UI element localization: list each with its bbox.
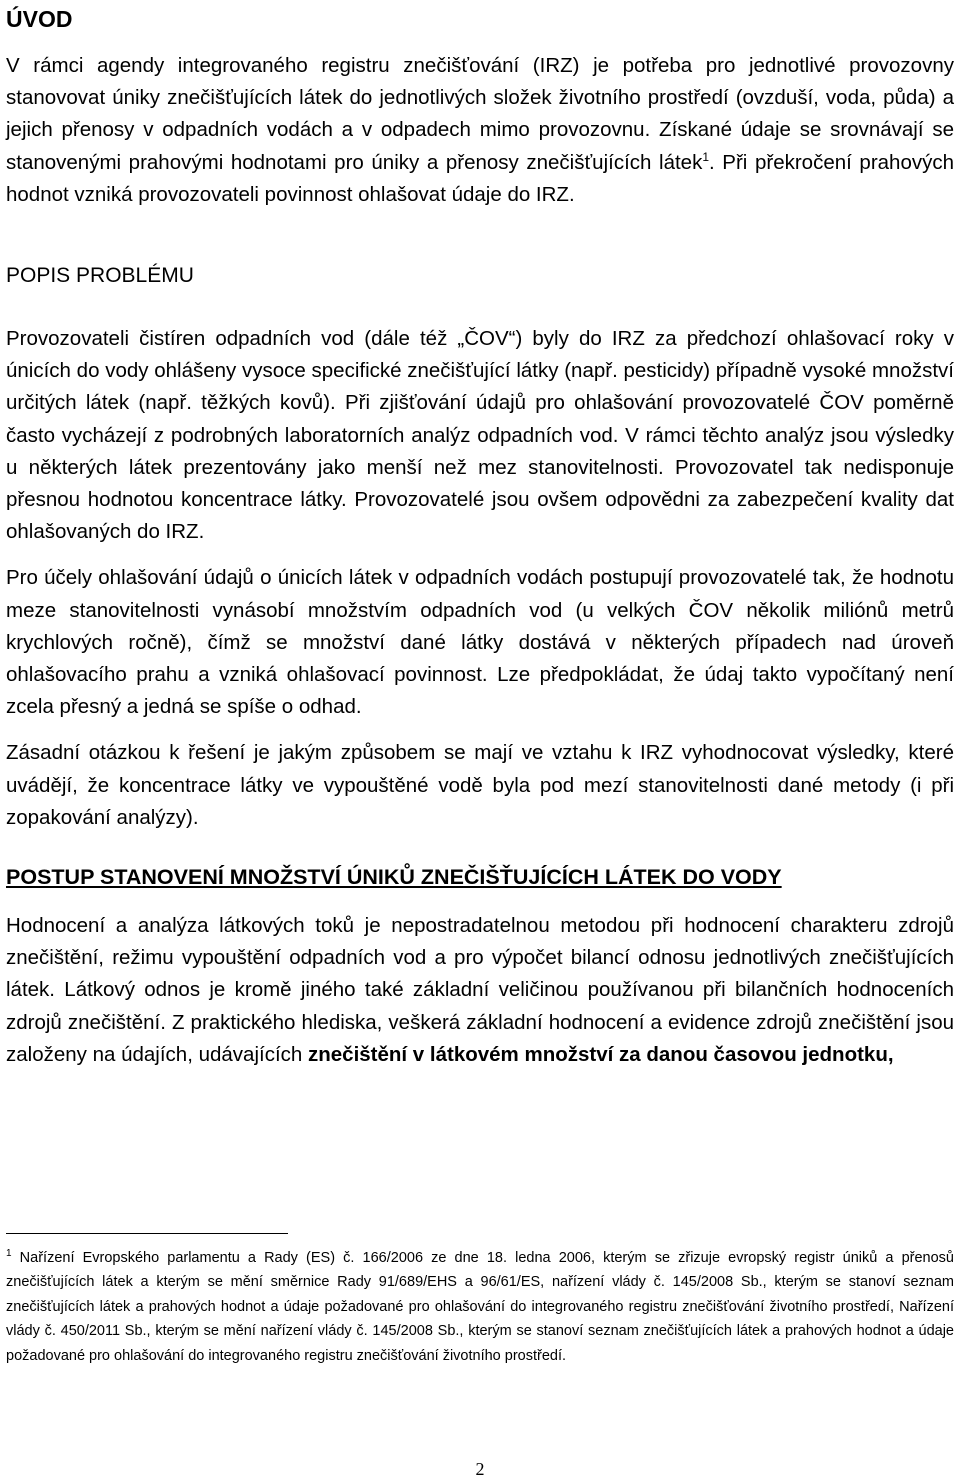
section-heading-uvod: ÚVOD [6, 6, 73, 32]
paragraph-postup [6, 910, 954, 1071]
footnote-separator [6, 1233, 288, 1234]
paragraph-uvod-text-b: . Při překročení prahových hodnot vzniká provozovateli povinnost ohlašovat údaje do IRZ. [6, 150, 954, 206]
paragraph-postup-text: Hodnocení a analýza látkových toků je nepostradatelnou metodou při hodnocení charakteru zdrojů znečištění, režimu vypouštění odpadních vod a pro výpočet bilancí odnosu jednotlivých znečišťujících látek. Látkový odnos je kromě jiného také základní veličinou používanou při bilančních hodnoceních zdrojů znečištění. Z praktického hlediska, veškerá základní hodnocení a evidence zdrojů znečištění jsou založeny na údajích, udávajících [6, 914, 954, 1066]
paragraph-gap [6, 548, 954, 562]
footnote [6, 1246, 954, 1368]
footnote-reference: 1 [702, 149, 710, 164]
paragraph-problem-1: Provozovateli čistíren odpadních vod (dále též „ČOV“) byly do IRZ za předchozí ohlašovací roky v únicích do vody ohlášeny vysoce specifické znečišťující látky (např. pesticidy) případně vysoké množství určitých látek (např. těžkých kovů). Při zjišťování údajů pro ohlašování provozovatelé ČOV poměrně často vycházejí z podrobných laboratorních analýz odpadních vod. V rámci těchto analýz jsou výsledky u některých látek prezentovány jako menší než mez stanovitelnosti. Provozovatel tak nedisponuje přesnou hodnotou koncentrace látky. Provozovatelé jsou ovšem odpovědni za zabezpečení kvality dat ohlašovaných do IRZ. [6, 327, 954, 544]
paragraph-uvod-text-a: V rámci agendy integrovaného registru znečišťování (IRZ) je potřeba pro jednotlivé provozovny stanovovat úniky znečišťujících látek do jednotlivých složek životního prostředí (ovzduší, voda, půda) a jejich přenosy v odpadních vodách a v odpadech mimo provozovnu. Získané údaje se srovnávají se stanovenými prahovými hodnotami pro úniky a přenosy znečišťujících látek [6, 54, 954, 174]
paragraph-postup-bold: znečištění v látkovém množství za danou časovou jednotku, [308, 1042, 894, 1066]
paragraph-problem-2: Pro účely ohlašování údajů o únicích látek v odpadních vodách postupují provozovatelé tak, že hodnotu meze stanovitelnosti vynásobí množstvím odpadních vod (u velkých ČOV několik miliónů metrů krychlových ročně), čímž se množství dané látky dostává v některých případech nad úroveň ohlašovacího prahu a vzniká ohlašovací povinnost. Lze předpokládat, že údaj takto vypočítaný není zcela přesný a jedná se spíše o odhad. [6, 566, 954, 719]
paragraph-gap [6, 723, 954, 737]
section-heading-postup: POSTUP STANOVENÍ MNOŽSTVÍ ÚNIKŮ ZNEČIŠŤUJÍCÍCH LÁTEK DO VODY [6, 865, 782, 890]
footnote-number: 1 [6, 1248, 12, 1260]
section-heading-popis-problemu: POPIS PROBLÉMU [6, 264, 194, 288]
paragraph-problem-3: Zásadní otázkou k řešení je jakým způsobem se mají ve vztahu k IRZ vyhodnocovat výsledky, které uvádějí, že koncentrace látky ve vypouštěné vodě byla pod mezí stanovitelnosti dané metody (i při zopakování analýzy). [6, 741, 954, 829]
page-number: 2 [475, 1459, 485, 1479]
paragraph-uvod [6, 50, 954, 211]
footnote-text: Nařízení Evropského parlamentu a Rady (ES) č. 166/2006 ze dne 18. ledna 2006, kterým se zřizuje evropský registr úniků a přenosů znečišťujících látek a kterým se mění směrnice Rady 91/689/EHS a 96/61/ES, nařízení vlády č. 145/2008 Sb., kterým se stanoví seznam znečišťujících látek a prahových hodnot a údaje požadované pro ohlašování do integrovaného registru znečišťování životního prostředí, Nařízení vlády č. 450/2011 Sb., kterým se mění nařízení vlády č. 145/2008 Sb., kterým se stanoví seznam znečišťujících látek a prahových hodnot a údaje požadované pro ohlašování do integrovaného registru znečišťování životního prostředí. [6, 1250, 954, 1364]
document-page [6, 0, 954, 1071]
